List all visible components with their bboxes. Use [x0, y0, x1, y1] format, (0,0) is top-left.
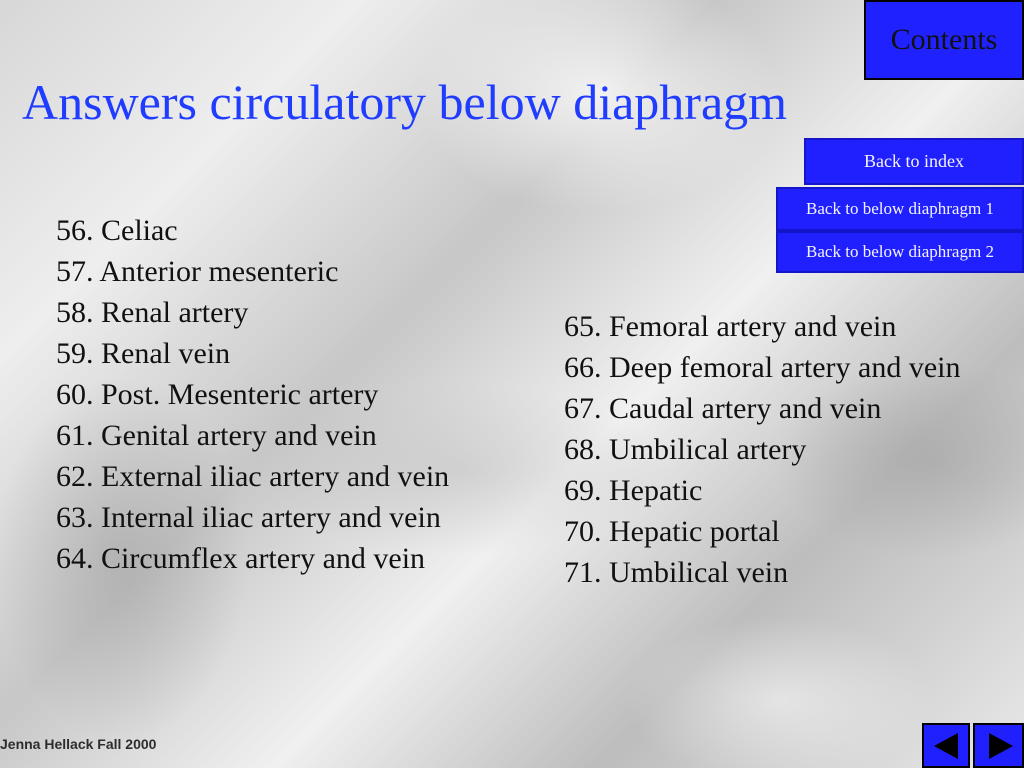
- left-arrow-icon: [934, 733, 958, 759]
- next-slide-button[interactable]: [973, 723, 1024, 768]
- back-to-index-button[interactable]: Back to index: [804, 138, 1024, 185]
- answer-item: 65. Femoral artery and vein: [564, 310, 897, 343]
- answer-item: 70. Hepatic portal: [564, 515, 780, 548]
- contents-button[interactable]: Contents: [864, 0, 1024, 80]
- footer-credit: Jenna Hellack Fall 2000: [0, 736, 157, 752]
- left-answers-list: [56, 210, 449, 579]
- answer-item: 59. Renal vein: [56, 337, 231, 370]
- page-title: Answers circulatory below diaphragm: [22, 74, 788, 130]
- answer-item: 62. External iliac artery and vein: [56, 460, 450, 493]
- right-arrow-icon: [989, 733, 1013, 759]
- answer-item: 67. Caudal artery and vein: [564, 392, 882, 425]
- answer-item: 56. Celiac: [56, 214, 178, 247]
- answer-item: 60. Post. Mesenteric artery: [56, 378, 379, 411]
- previous-slide-button[interactable]: [922, 723, 970, 768]
- right-answers-list: [564, 306, 961, 593]
- answer-item: 64. Circumflex artery and vein: [56, 542, 426, 575]
- answer-item: 57. Anterior mesenteric: [56, 255, 339, 288]
- answer-item: 69. Hepatic: [564, 474, 703, 507]
- answer-item: 61. Genital artery and vein: [56, 419, 377, 452]
- answer-item: 71. Umbilical vein: [564, 556, 789, 589]
- answer-item: 58. Renal artery: [56, 296, 249, 329]
- answer-item: 68. Umbilical artery: [564, 433, 807, 466]
- answer-item: 66. Deep femoral artery and vein: [564, 351, 961, 384]
- answer-item: 63. Internal iliac artery and vein: [56, 501, 441, 534]
- back-to-below-diaphragm-1-button[interactable]: Back to below diaphragm 1: [776, 187, 1024, 231]
- back-to-below-diaphragm-2-button[interactable]: Back to below diaphragm 2: [776, 231, 1024, 273]
